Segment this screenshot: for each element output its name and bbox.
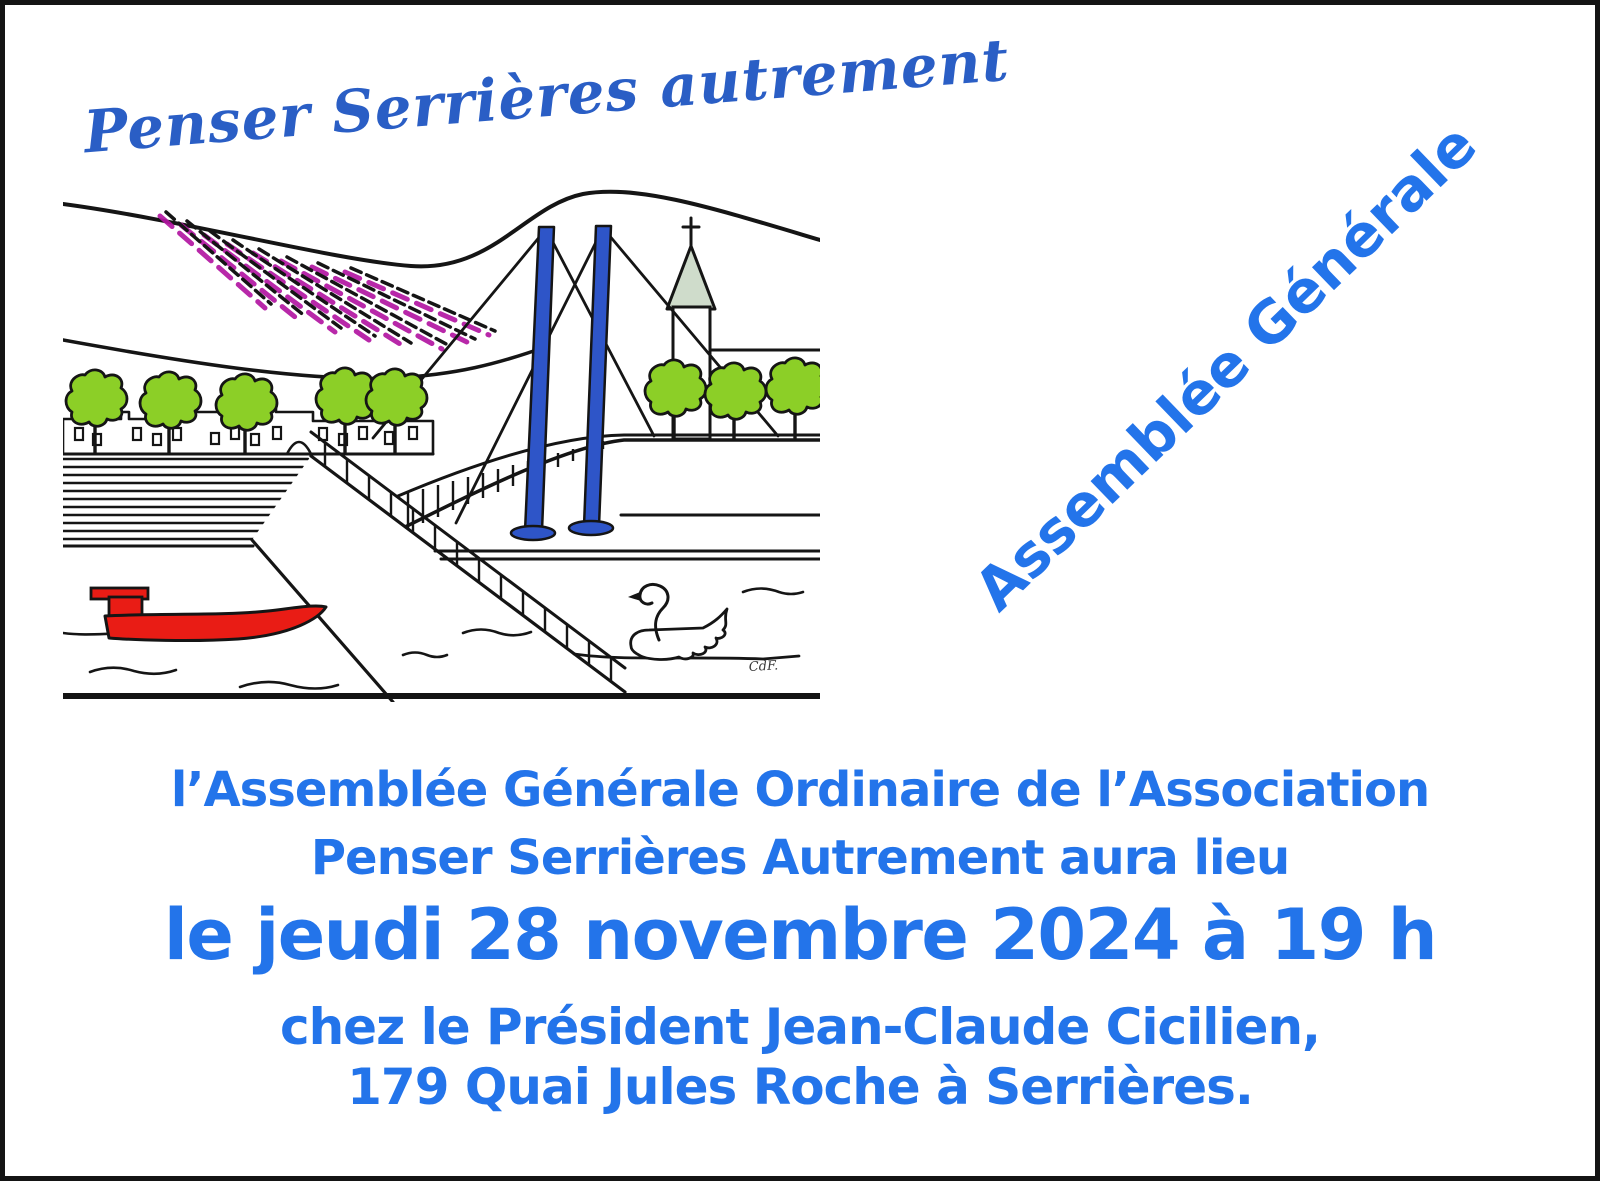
bridge-pylon-right bbox=[569, 226, 613, 535]
swan bbox=[628, 584, 727, 659]
announcement-line-2: Penser Serrières Autrement aura lieu bbox=[310, 830, 1290, 886]
bridge-pylon-left bbox=[511, 227, 555, 540]
red-boat bbox=[91, 588, 326, 641]
vineyard-rows bbox=[160, 212, 495, 349]
announcement-line-4-host: chez le Président Jean-Claude Cicilien, bbox=[279, 998, 1321, 1056]
announcement-line-3-date: le jeudi 28 novembre 2024 à 19 h bbox=[163, 894, 1437, 976]
bridge-ramp bbox=[252, 432, 625, 702]
artist-signature: CdF. bbox=[748, 658, 779, 675]
illustration-baseline bbox=[63, 693, 820, 699]
association-script-logo: Penser Serrières autrement bbox=[81, 25, 1012, 167]
announcement-line-5-address: 179 Quai Jules Roche à Serrières. bbox=[347, 1058, 1253, 1116]
village-bridge-illustration bbox=[63, 188, 820, 702]
announcement-line-1: l’Assemblée Générale Ordinaire de l’Association bbox=[170, 762, 1430, 818]
diagonal-assembly-label: Assemblée Générale bbox=[961, 110, 1490, 624]
